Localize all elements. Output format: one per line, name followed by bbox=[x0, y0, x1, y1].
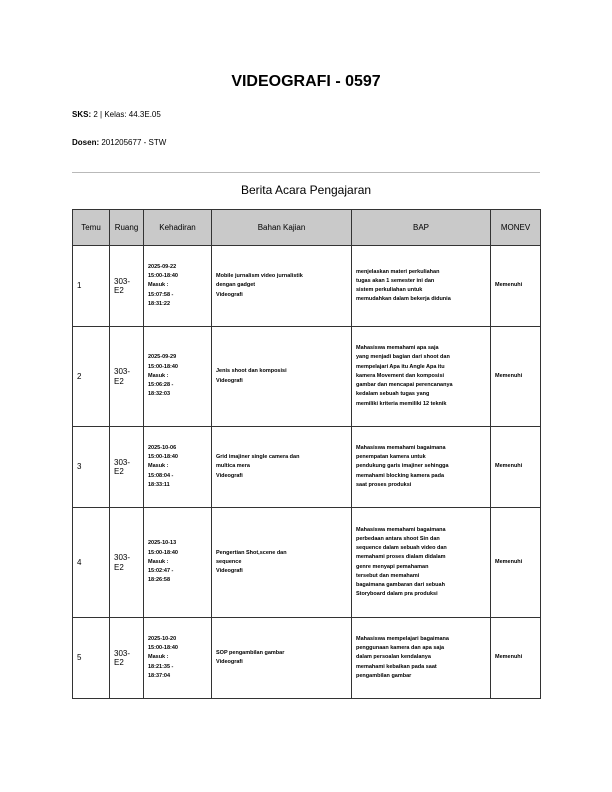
cell-temu: 4 bbox=[73, 508, 110, 618]
table-header-row bbox=[73, 210, 541, 246]
cell-monev: Memenuhi bbox=[491, 508, 541, 618]
cell-monev: Memenuhi bbox=[491, 246, 541, 327]
cell-ruang: 303- E2 bbox=[110, 508, 144, 618]
teaching-record-table bbox=[72, 209, 541, 699]
sks-label: SKS: bbox=[72, 110, 92, 119]
cell-ruang: 303- E2 bbox=[110, 427, 144, 508]
column-header-kehadiran: Kehadiran bbox=[144, 210, 212, 246]
cell-bahan-kajian: Jenis shoot dan komposisi Videografi bbox=[212, 327, 352, 427]
cell-ruang: 303- E2 bbox=[110, 246, 144, 327]
cell-bahan-kajian: Pengertian Shot,scene dan sequence Videografi bbox=[212, 508, 352, 618]
table-row bbox=[73, 427, 541, 508]
table-row bbox=[73, 327, 541, 427]
cell-temu: 5 bbox=[73, 618, 110, 699]
cell-bap: Mahasiswa memahami apa saja yang menjadi bagian dari shoot dan mempelajari Apa itu Angle Apa itu kamera Movement dan komposisi gambar dan mencapai perencananya kedalam sebuah tugas yang memiliki kriteria memiliki 12 teknik bbox=[352, 327, 491, 427]
table-row bbox=[73, 246, 541, 327]
cell-ruang: 303- E2 bbox=[110, 327, 144, 427]
cell-monev: Memenuhi bbox=[491, 427, 541, 508]
cell-bap: Mahasiswa memahami bagaimana perbedaan antara shoot Sin dan sequence dalam sebuah video dan memahami proses dialam didalam genre menyapi pemahaman tersebut dan memahami bagaimana gambaran dari sebuah Storyboard dalam pra produksi bbox=[352, 508, 491, 618]
cell-ruang: 303- E2 bbox=[110, 618, 144, 699]
cell-bap: menjelaskan materi perkuliahan tugas akan 1 semester ini dan sistem perkuliahan untuk memudahkan dalam bekerja didunia bbox=[352, 246, 491, 327]
dosen-label: Dosen: bbox=[72, 138, 100, 147]
cell-kehadiran: 2025-10-13 15:00-18:40 Masuk : 15:02:47 - 18:26:58 bbox=[144, 508, 212, 618]
cell-temu: 1 bbox=[73, 246, 110, 327]
column-header-temu: Temu bbox=[73, 210, 110, 246]
column-header-ruang: Ruang bbox=[110, 210, 144, 246]
cell-kehadiran: 2025-09-22 15:00-18:40 Masuk : 15:07:58 - 18:31:22 bbox=[144, 246, 212, 327]
cell-bahan-kajian: Mobile jurnalism video jurnalistik dengan gadget Videografi bbox=[212, 246, 352, 327]
page-title: VIDEOGRAFI - 0597 bbox=[231, 73, 381, 90]
sks-value: 2 | Kelas: 44.3E.05 bbox=[93, 110, 161, 119]
dosen-value: 201205677 - STW bbox=[101, 138, 167, 147]
cell-kehadiran: 2025-10-20 15:00-18:40 Masuk : 18:21:35 - 18:37:04 bbox=[144, 618, 212, 699]
cell-bap: Mahasiswa mempelajari bagaimana penggunaan kamera dan apa saja dalam persoalan kendalanya memahami kebaikan pada saat pengambilan gambar bbox=[352, 618, 491, 699]
section-title: Berita Acara Pengajaran bbox=[240, 183, 372, 197]
cell-bap: Mahasiswa memahami bagaimana penempatan kamera untuk pendukung garis imajiner sehingga memahami blocking kamera pada saat proses produksi bbox=[352, 427, 491, 508]
cell-monev: Memenuhi bbox=[491, 327, 541, 427]
cell-kehadiran: 2025-09-29 15:00-18:40 Masuk : 15:06:28 - 18:32:03 bbox=[144, 327, 212, 427]
cell-bahan-kajian: SOP pengambilan gambar Videografi bbox=[212, 618, 352, 699]
sks-kelas-line bbox=[72, 110, 161, 119]
cell-temu: 3 bbox=[73, 427, 110, 508]
dosen-line bbox=[72, 138, 166, 147]
table-row bbox=[73, 508, 541, 618]
column-header-bap: BAP bbox=[352, 210, 491, 246]
cell-bahan-kajian: Grid imajiner single camera dan multica mera Videografi bbox=[212, 427, 352, 508]
column-header-monev: MONEV bbox=[491, 210, 541, 246]
cell-monev: Memenuhi bbox=[491, 618, 541, 699]
cell-temu: 2 bbox=[73, 327, 110, 427]
divider bbox=[72, 172, 540, 173]
column-header-bahan-kajian: Bahan Kajian bbox=[212, 210, 352, 246]
table-row bbox=[73, 618, 541, 699]
cell-kehadiran: 2025-10-06 15:00-18:40 Masuk : 15:08:04 - 18:33:11 bbox=[144, 427, 212, 508]
